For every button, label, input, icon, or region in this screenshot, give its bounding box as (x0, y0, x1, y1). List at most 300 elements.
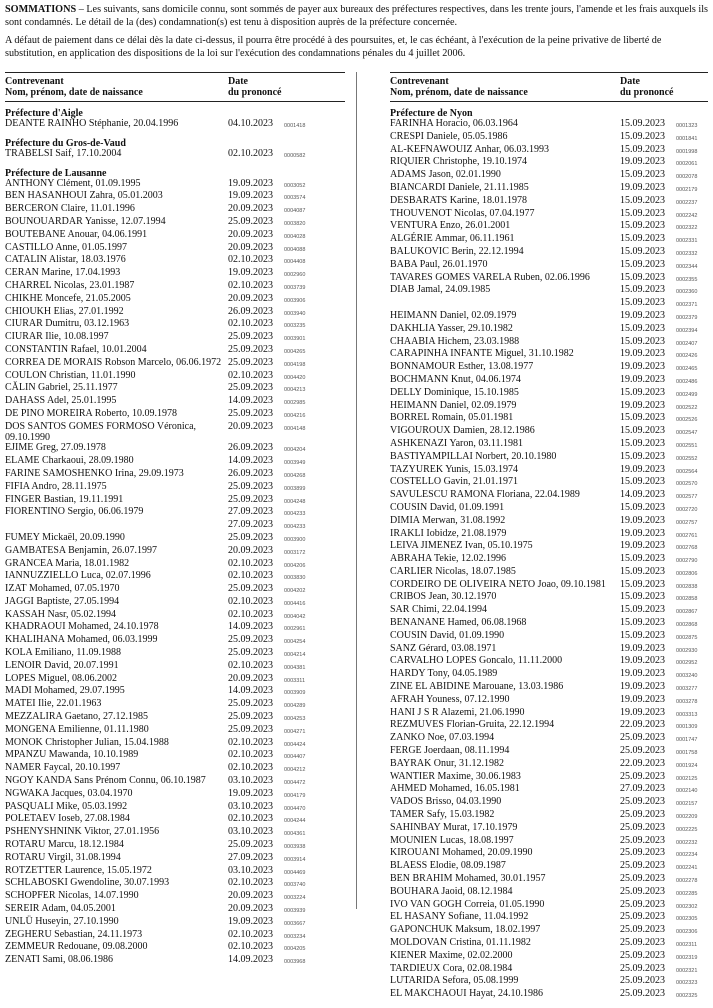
contravener-name: ZINE EL ABIDINE Marouane, 13.03.1986 (390, 681, 564, 693)
sentence-date: 15.09.2023 (620, 412, 665, 424)
contravener-name: DEANTE RAINHO Stéphanie, 20.04.1996 (5, 118, 179, 129)
contravener-name: KHADRAOUI Mohamed, 24.10.1978 (5, 621, 159, 633)
reference-code: 0002232 (676, 839, 698, 846)
reference-code: 0002305 (676, 916, 698, 923)
contravener-name: SEREIR Adam, 04.05.2001 (5, 903, 116, 915)
contravener-name: SANZ Gérard, 03.08.1971 (390, 642, 497, 654)
reference-code: 0003172 (284, 549, 306, 556)
sentence-date: 22.09.2023 (620, 719, 665, 731)
reference-code: 0002322 (676, 225, 698, 232)
sentence-date: 02.10.2023 (228, 941, 273, 953)
contravener-name: LEIVA JIMENEZ Ivan, 05.10.1975 (390, 540, 533, 552)
sentence-date: 25.09.2023 (620, 962, 665, 974)
header-date (228, 76, 345, 98)
intro-paragraph-1 (5, 3, 709, 30)
contravener-name: TAVARES GOMES VARELA Ruben, 02.06.1996 (390, 271, 590, 283)
reference-code: 0002858 (676, 596, 698, 603)
header-contrevenant-line1: Contrevenant (5, 76, 64, 87)
contravener-name: NAMER Faycal, 20.10.1997 (5, 762, 121, 774)
table-row (390, 490, 708, 503)
sentence-date: 25.09.2023 (228, 480, 273, 492)
left-column (5, 72, 345, 974)
reference-code: 0001758 (676, 750, 698, 757)
contravener-name: ZENATI Sami, 08.06.1986 (5, 954, 114, 966)
reference-code: 0003311 (284, 677, 306, 684)
contravener-name: NGOY KANDA Sans Prénom Connu, 06.10.1987 (5, 775, 206, 787)
reference-code: 0003234 (284, 933, 306, 940)
reference-code: 0003900 (284, 536, 306, 543)
contravener-name: ASHKENAZI Yaron, 03.11.1981 (390, 437, 523, 449)
table-row (5, 930, 345, 943)
contravener-name: EL HASANY Sofiane, 11.04.1992 (390, 911, 529, 923)
reference-code: 0002806 (676, 570, 698, 577)
reference-code: 0004424 (284, 741, 306, 748)
sentence-date: 25.09.2023 (620, 834, 665, 846)
reference-code: 0004289 (284, 703, 306, 710)
sentence-date: 25.09.2023 (620, 949, 665, 961)
table-row (390, 976, 708, 989)
contravener-name: MEZZALIRA Gaetano, 27.12.1985 (5, 711, 149, 723)
reference-code: 0004028 (284, 233, 306, 240)
sentence-date: 25.09.2023 (620, 911, 665, 923)
sentence-date: 25.09.2023 (620, 937, 665, 948)
sentence-date: 25.09.2023 (620, 860, 665, 872)
contravener-name: ROTARU Marcu, 18.12.1984 (5, 839, 124, 851)
contravener-name: RIQUIER Christophe, 19.10.1974 (390, 156, 527, 168)
table-row (5, 853, 345, 866)
table-row (390, 183, 708, 196)
right-column (390, 72, 708, 1008)
table-row (390, 900, 708, 913)
contravener-name: IVO VAN GOGH Correia, 01.05.1990 (390, 898, 545, 910)
contravener-name: COSTELLO Gavin, 21.01.1971 (390, 476, 519, 488)
contravener-name: BEN BRAHIM Mohamed, 30.01.1957 (390, 873, 546, 885)
reference-code: 0002209 (676, 814, 698, 821)
contravener-name: ZEMMEUR Redouane, 09.08.2000 (5, 941, 148, 953)
sentence-date: 15.09.2023 (620, 425, 665, 437)
sentence-date: 02.10.2023 (228, 147, 273, 159)
sentence-date: 22.09.2023 (620, 757, 665, 769)
sentence-date: 19.09.2023 (228, 190, 273, 202)
sentence-date: 15.09.2023 (620, 476, 665, 488)
top-rule (5, 72, 345, 73)
contravener-name: WANTIER Maxime, 30.06.1983 (390, 770, 521, 782)
contravener-name: VENTURA Enzo, 26.01.2001 (390, 220, 511, 232)
reference-code: 0002526 (676, 417, 698, 424)
reference-code: 0002522 (676, 404, 698, 411)
column-divider (356, 72, 357, 909)
contravener-name: CRIBOS Jean, 30.12.1970 (390, 591, 497, 603)
sentence-date: 25.09.2023 (620, 770, 665, 782)
reference-code: 0003914 (284, 856, 306, 863)
sentence-date: 25.09.2023 (620, 745, 665, 757)
reference-code: 0003278 (676, 698, 698, 705)
reference-code: 0004088 (284, 246, 306, 253)
sentence-date: 26.09.2023 (228, 442, 273, 454)
reference-code: 0002078 (676, 174, 698, 181)
table-row (390, 874, 708, 887)
table-row (5, 904, 345, 917)
table-row (390, 746, 708, 759)
contravener-name: DELLY Dominique, 15.10.1985 (390, 386, 519, 398)
sentence-date: 02.10.2023 (228, 557, 273, 569)
contravener-name: ABRAHA Tekie, 12.02.1996 (390, 553, 507, 565)
reference-code: 0002426 (676, 353, 698, 360)
reference-code: 0003906 (284, 297, 306, 304)
table-row (390, 503, 708, 516)
reference-code: 0002552 (676, 455, 698, 462)
reference-code: 0002768 (676, 545, 698, 552)
contravener-name: BOCHMANN Knut, 04.06.1974 (390, 373, 521, 385)
reference-code: 0003574 (284, 195, 306, 202)
sentence-date: 25.09.2023 (228, 634, 273, 646)
prefecture-section (5, 138, 345, 162)
reference-code: 0002379 (676, 314, 698, 321)
contravener-name: SAVULESCU RAMONA Floriana, 22.04.1989 (390, 489, 580, 501)
contravener-name: CORDEIRO DE OLIVEIRA NETO Joao, 09.10.1981 (390, 578, 606, 590)
reference-code: 0001418 (284, 123, 306, 129)
table-row (390, 311, 708, 324)
sentence-date: 25.09.2023 (228, 839, 273, 851)
sentence-date: 03.10.2023 (228, 775, 273, 787)
contravener-name: CHAABIA Hichem, 23.03.1988 (390, 335, 520, 347)
contravener-name: REZMUVES Florian-Gruita, 22.12.1994 (390, 719, 555, 731)
contravener-name: CĂLIN Gabriel, 25.11.1977 (5, 382, 118, 394)
reference-code: 0004248 (284, 498, 306, 505)
reference-code: 0004087 (284, 208, 306, 215)
sentence-date: 25.09.2023 (620, 873, 665, 885)
reference-code: 0002355 (676, 276, 698, 283)
sentence-date: 15.09.2023 (620, 233, 665, 245)
sentence-date: 15.09.2023 (620, 118, 665, 129)
sentence-date: 25.09.2023 (620, 809, 665, 821)
reference-code: 0004212 (284, 767, 306, 774)
reference-code: 0002319 (676, 954, 698, 961)
reference-code: 0004381 (284, 664, 306, 671)
sentence-date: 20.09.2023 (228, 203, 273, 215)
sentence-date: 20.09.2023 (228, 292, 273, 304)
header-date (620, 76, 708, 98)
sentence-date: 02.10.2023 (228, 318, 273, 330)
table-row (390, 388, 708, 401)
contravener-name: COULON Christian, 11.01.1990 (5, 369, 136, 381)
reference-code: 0001323 (676, 123, 698, 129)
table-row (5, 942, 345, 955)
sentence-date: 20.09.2023 (228, 672, 273, 684)
contravener-name: KOLA Emiliano, 11.09.1988 (5, 647, 122, 659)
reference-code: 0003313 (676, 711, 698, 718)
intro (5, 3, 709, 65)
right-column-body (390, 108, 708, 1002)
sentence-date: 19.09.2023 (228, 915, 273, 927)
reference-code: 0003940 (284, 310, 306, 317)
contravener-name: ALGÉRIE Ammar, 06.11.1961 (390, 233, 515, 245)
contravener-name: FINGER Bastian, 19.11.1991 (5, 493, 124, 505)
contravener-name: CHIOUKH Elias, 27.01.1992 (5, 305, 124, 317)
contravener-name: HEIMANN Daniel, 02.09.1979 (390, 399, 517, 411)
contravener-name: CASTILLO Anne, 01.05.1997 (5, 241, 127, 253)
sentence-date: 02.10.2023 (228, 762, 273, 774)
contravener-name: EL MAKCHAOUI Hayat, 24.10.1986 (390, 988, 543, 1000)
reference-code: 0004198 (284, 361, 306, 368)
table-row (390, 989, 708, 1002)
reference-code: 0002570 (676, 481, 698, 488)
sentence-date: 15.09.2023 (620, 604, 665, 616)
reference-code: 0003224 (284, 895, 306, 902)
contravener-name: BABA Paul, 26.01.1970 (390, 258, 488, 270)
contravener-name: AFRAH Youness, 07.12.1990 (390, 693, 510, 705)
table-row (5, 840, 345, 853)
reference-code: 0003939 (284, 908, 306, 915)
column-header (390, 76, 708, 102)
sentence-date: 14.09.2023 (620, 489, 665, 501)
contravener-name: IRAKLI Iobidze, 21.08.1979 (390, 527, 507, 539)
reference-code: 0003830 (284, 575, 306, 582)
table-row (390, 260, 708, 273)
table-row (390, 951, 708, 964)
header-contrevenant-line2: Nom, prénom, date de naissance (5, 87, 143, 98)
contravener-name: DAHASS Adel, 25.01.1995 (5, 395, 117, 407)
reference-code: 0002577 (676, 494, 698, 501)
contravener-name: KIENER Maxime, 02.02.2000 (390, 949, 513, 961)
table-row (390, 452, 708, 465)
reference-code: 0002875 (676, 634, 698, 641)
contravener-name: FARINE SAMOSHENKO Irina, 29.09.1973 (5, 467, 184, 479)
sentence-date: 15.09.2023 (620, 143, 665, 155)
contravener-name: CHARREL Nicolas, 23.01.1987 (5, 279, 135, 291)
table-row (390, 695, 708, 708)
sentence-date: 25.09.2023 (228, 382, 273, 394)
contravener-name: CERAN Marine, 17.04.1993 (5, 267, 121, 279)
sentence-date: 03.10.2023 (228, 864, 273, 876)
sentence-date: 15.09.2023 (620, 258, 665, 270)
contravener-name: GRANCEA Maria, 18.01.1982 (5, 557, 130, 569)
sentence-date: 25.09.2023 (228, 723, 273, 735)
sentence-date: 19.09.2023 (228, 177, 273, 189)
reference-code: 0001747 (676, 737, 698, 744)
reference-code: 0004416 (284, 600, 306, 607)
sentence-date: 15.09.2023 (620, 271, 665, 283)
sentence-date: 03.10.2023 (228, 800, 273, 812)
reference-code: 0004148 (284, 425, 306, 432)
sentence-date: 19.09.2023 (620, 399, 665, 411)
sentence-date: 15.09.2023 (620, 322, 665, 334)
contravener-name: SCHOPFER Nicolas, 14.07.1990 (5, 890, 139, 902)
sentence-date: 26.09.2023 (228, 467, 273, 479)
sentence-date: 25.09.2023 (620, 898, 665, 910)
contravener-name: CRESPI Daniele, 05.05.1986 (390, 130, 508, 142)
reference-code: 0002332 (676, 250, 698, 257)
table-row (390, 631, 708, 644)
contravener-name: AHMED Mohamed, 16.05.1981 (390, 783, 520, 795)
reference-code: 0002278 (676, 878, 698, 885)
sentence-date: 14.09.2023 (228, 621, 273, 633)
contravener-name: MONOK Christopher Julian, 15.04.1988 (5, 736, 169, 748)
sentence-date: 15.09.2023 (620, 220, 665, 232)
prefecture-section (390, 108, 708, 1002)
reference-code: 0003277 (676, 686, 698, 693)
table-row (5, 507, 345, 520)
reference-code: 0004253 (284, 716, 306, 723)
header-date-line1: Date (620, 76, 640, 87)
table-row (5, 584, 345, 597)
table-row (5, 119, 345, 132)
reference-code: 0002720 (676, 506, 698, 513)
reference-code: 0004265 (284, 348, 306, 355)
contravener-name: CARVALHO LOPES Goncalo, 11.11.2000 (390, 655, 563, 667)
sentence-date: 19.09.2023 (620, 514, 665, 526)
sentence-date: 19.09.2023 (620, 693, 665, 705)
table-row (390, 119, 708, 132)
contravener-name: BOUTEBANE Anouar, 04.06.1991 (5, 228, 148, 240)
sentence-date: 15.09.2023 (620, 553, 665, 565)
contravener-name: ZEGHERU Sebastian, 24.11.1973 (5, 928, 143, 940)
prefecture-section (5, 108, 345, 132)
contravener-name: FIORENTINO Sergio, 06.06.1979 (5, 506, 144, 518)
sentence-date: 15.09.2023 (620, 437, 665, 449)
reference-code: 0004202 (284, 588, 306, 595)
reference-code: 0003052 (284, 182, 306, 189)
contravener-name: SAR Chimi, 22.04.1994 (390, 604, 487, 616)
contravener-name: MOLDOVAN Cristina, 01.11.1982 (390, 937, 531, 948)
reference-code: 0002371 (676, 302, 698, 309)
contravener-name: TRABELSI Saif, 17.10.2004 (5, 147, 122, 159)
sentence-date: 15.09.2023 (620, 629, 665, 641)
contravener-name: BONNAMOUR Esther, 13.08.1977 (390, 361, 534, 373)
contravener-name: LENOIR David, 20.07.1991 (5, 659, 119, 671)
contravener-name: GAPONCHUK Maksum, 18.02.1997 (390, 924, 541, 936)
sentence-date: 25.09.2023 (228, 647, 273, 659)
sentence-date: 26.09.2023 (228, 305, 273, 317)
contravener-name: TAMER Safy, 15.03.1982 (390, 809, 495, 821)
column-header (5, 76, 345, 102)
table-row (5, 533, 345, 546)
prefecture-section (5, 168, 345, 968)
sentence-date: 19.09.2023 (620, 373, 665, 385)
reference-code: 0002331 (676, 238, 698, 245)
table-row (5, 955, 345, 968)
header-contrevenant-line2: Nom, prénom, date de naissance (390, 87, 528, 98)
header-contrevenant (5, 76, 228, 98)
table-row (390, 964, 708, 977)
sentence-date: 27.09.2023 (620, 783, 665, 795)
reference-code: 0002225 (676, 826, 698, 833)
sentence-date: 19.09.2023 (620, 706, 665, 718)
sentence-date: 15.09.2023 (620, 245, 665, 257)
table-row (390, 247, 708, 260)
reference-code: 0004206 (284, 562, 306, 569)
table-row (390, 567, 708, 580)
table-row (390, 554, 708, 567)
contravener-name: DIAB Jamal, 24.09.1985 (390, 284, 491, 296)
table-row (390, 887, 708, 900)
contravener-name: ADAMS Jason, 02.01.1990 (390, 169, 501, 181)
reference-code: 0002930 (676, 647, 698, 654)
sentence-date: 15.09.2023 (620, 591, 665, 603)
table-row (390, 912, 708, 925)
contravener-name: NGWAKA Jacques, 03.04.1970 (5, 787, 133, 799)
sentence-date: 25.09.2023 (620, 924, 665, 936)
contravener-name: FARINHA Horacio, 06.03.1964 (390, 118, 518, 129)
top-rule (390, 72, 708, 73)
sentence-date: 19.09.2023 (620, 156, 665, 168)
reference-code: 0003820 (284, 220, 306, 227)
contravener-name: LUTARIDA Sefora, 05.08.1999 (390, 975, 519, 987)
contravener-name: VADOS Brisso, 04.03.1990 (390, 796, 502, 808)
contravener-name: BORREL Romain, 05.01.1981 (390, 412, 514, 424)
table-row (5, 648, 345, 661)
sentence-date: 15.09.2023 (620, 565, 665, 577)
contravener-name: CIURAR Dumitru, 03.12.1963 (5, 318, 130, 330)
sentence-date: 20.09.2023 (228, 903, 273, 915)
sentence-date: 27.09.2023 (228, 851, 273, 863)
reference-code: 0002761 (676, 532, 698, 539)
reference-code: 0002486 (676, 378, 698, 385)
sentence-date: 14.09.2023 (228, 395, 273, 407)
contravener-name: CHIKHE Moncefe, 21.05.2005 (5, 292, 131, 304)
reference-code: 0002179 (676, 186, 698, 193)
header-contrevenant-line1: Contrevenant (390, 76, 449, 87)
sentence-date: 25.09.2023 (228, 331, 273, 343)
contravener-name: VIGOUROUX Damien, 28.12.1986 (390, 425, 535, 437)
sentence-date: 15.09.2023 (620, 578, 665, 590)
contravener-name: BERCERON Claire, 11.01.1996 (5, 203, 135, 215)
reference-code: 0002868 (676, 622, 698, 629)
sentence-date: 25.09.2023 (620, 988, 665, 1000)
reference-code: 0001924 (676, 762, 698, 769)
reference-code: 0002551 (676, 442, 698, 449)
table-row (5, 345, 345, 358)
sentence-date: 15.09.2023 (620, 335, 665, 347)
reference-code: 0004213 (284, 387, 306, 394)
contravener-name: HANI J S R Alazemi, 21.06.1990 (390, 706, 525, 718)
reference-code: 0004216 (284, 412, 306, 419)
reference-code: 0004244 (284, 818, 306, 825)
table-row (5, 217, 345, 230)
reference-code: 0002344 (676, 263, 698, 270)
reference-code: 0002961 (284, 626, 306, 633)
sentence-date: 02.10.2023 (228, 595, 273, 607)
reference-code: 0004408 (284, 259, 306, 266)
header-date-line1: Date (228, 76, 248, 87)
sentence-date: 19.09.2023 (228, 267, 273, 279)
sentence-date: 19.09.2023 (620, 642, 665, 654)
table-row (5, 482, 345, 495)
contravener-name: CARLIER Nicolas, 18.07.1985 (390, 565, 516, 577)
reference-code: 0001841 (676, 135, 698, 142)
reference-code: 0002061 (676, 161, 698, 168)
contravener-name: SAHINBAY Murat, 17.10.1979 (390, 821, 518, 833)
contravener-name: TAZYUREK Yunis, 15.03.1974 (390, 463, 518, 475)
table-row (390, 938, 708, 951)
contravener-name: BOUHARA Jaoid, 08.12.1984 (390, 885, 513, 897)
table-row (5, 281, 345, 294)
reference-code: 0002321 (676, 967, 698, 974)
sentence-date: 04.10.2023 (228, 118, 273, 129)
table-row (5, 230, 345, 243)
table-row (5, 661, 345, 674)
contravener-name: BAYRAK Onur, 31.12.1982 (390, 757, 504, 769)
reference-code: 0004179 (284, 792, 306, 799)
reference-code: 0003740 (284, 882, 306, 889)
sentence-date: 02.10.2023 (228, 736, 273, 748)
table-row (390, 132, 708, 145)
sentence-date: 20.09.2023 (228, 544, 273, 556)
sentence-date: 25.09.2023 (228, 711, 273, 723)
reference-code: 0003739 (284, 284, 306, 291)
reference-code: 0003949 (284, 460, 306, 467)
contravener-name: IANNUZZIELLO Luca, 02.07.1996 (5, 570, 151, 582)
